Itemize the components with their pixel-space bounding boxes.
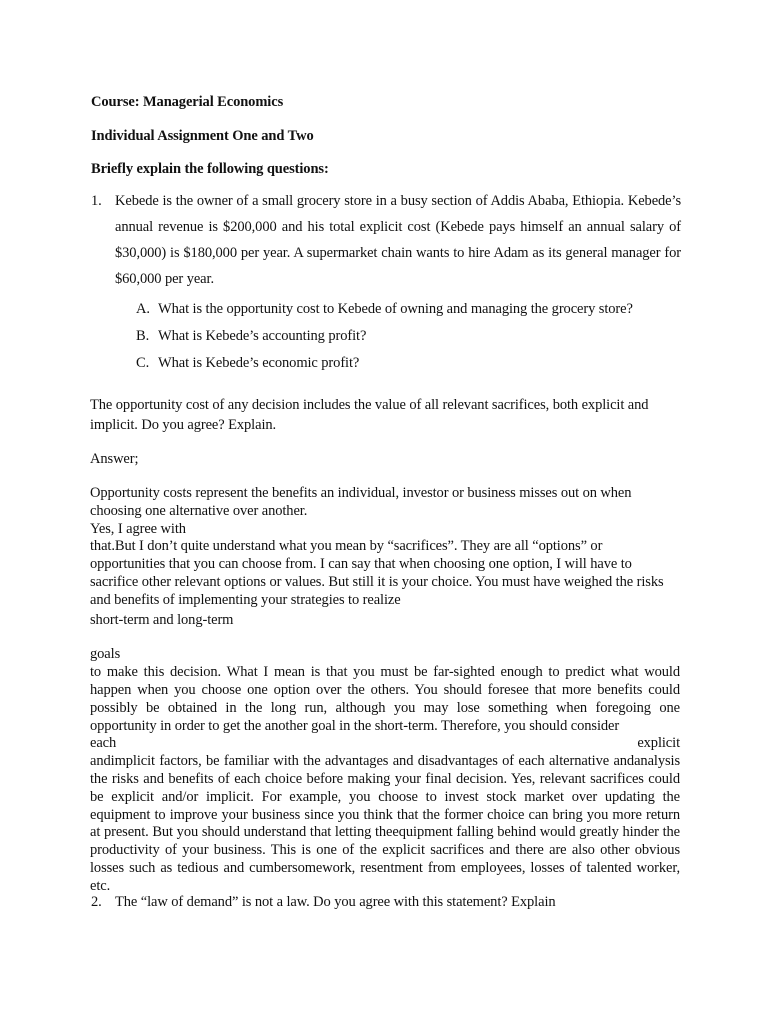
answer-label: Answer;: [90, 451, 139, 467]
answer-paragraph-foresight: to make this decision. What I mean is that you must be far-sighted enough to predict what would happen when you choose one option over the others. You should foresee that more benefits could possibly be obtained in the long run, although you may lose something when foregoing one opportunity in order to get the another goal in the short-term. Therefore, you should consider: [90, 664, 680, 734]
assignment-title: Individual Assignment One and Two: [91, 128, 314, 144]
answer-each-explicit-line: [90, 735, 680, 753]
sub-question-b: [136, 328, 366, 345]
answer-paragraph-agree: Yes, I agree with: [90, 520, 186, 537]
sub-question-letter: C.: [136, 355, 150, 371]
sub-question-c: [136, 355, 359, 372]
sub-question-text: What is Kebede’s economic profit?: [158, 355, 360, 371]
answer-word-each: each: [90, 735, 117, 752]
answer-body: [90, 485, 680, 896]
course-title: Course: Managerial Economics: [91, 94, 284, 110]
answer-goals-line: goals: [90, 646, 121, 663]
sub-question-text: What is the opportunity cost to Kebede of owning and managing the grocery store?: [158, 301, 633, 317]
sub-question-letter: A.: [136, 301, 150, 317]
answer-word-explicit: explicit: [637, 735, 680, 752]
instruction-heading: Briefly explain the following questions:: [91, 161, 329, 177]
question-1: [91, 188, 681, 292]
statement-text: The opportunity cost of any decision includes the value of all relevant sacrifices, both explicit and implicit. Do you agree? Explain.: [90, 397, 649, 433]
question-2: [91, 892, 681, 912]
answer-paragraph-definition: Opportunity costs represent the benefits an individual, investor or business misses out on when choosing one alternative over another.: [90, 485, 632, 519]
answer-paragraph-factors: andimplicit factors, be familiar with the advantages and disadvantages of each alternative andanalysis the risks and benefits of each choice before making your final decision. Yes, relevant sacrifices could be explicit and/or implicit. For example, you choose to invest stock market over updating the equipment to improve your business since you think that the former choice can bring you more return at present. But you should understand that letting theequipment falling behind would greatly hinder the productivity of your business. This is one of the explicit sacrifices and there are also other obvious losses such as tedious and cumbersomework, resentment from employees, losses of talented worker, etc.: [90, 753, 680, 894]
question-1-text: Kebede is the owner of a small grocery store in a busy section of Addis Ababa, Ethiopia. Kebede’s annual revenue is $200,000 and his total explicit cost (Kebede pays himself an annual salary of $30,000) is $180,000 per year. A supermarket chain wants to hire Adam as its general manager for $60,000 per year.: [115, 193, 681, 287]
answer-term-line: short-term and long-term: [90, 611, 234, 628]
question-2-number: 2.: [91, 894, 102, 910]
question-1-number: 1.: [91, 193, 102, 209]
sub-question-letter: B.: [136, 328, 150, 344]
answer-paragraph-sacrifices: that.But I don’t quite understand what you mean by “sacrifices”. They are all “options” or opportunities that you can choose from. I can say that when choosing one option, I will have to sacrifice other relevant options or values. But still it is your choice. You must have weighed the risks and benefits of implementing your strategies to realize: [90, 538, 664, 608]
question-2-text: The “law of demand” is not a law. Do you agree with this statement? Explain: [115, 894, 556, 910]
sub-question-text: What is Kebede’s accounting profit?: [158, 328, 367, 344]
sub-question-a: [136, 301, 633, 318]
